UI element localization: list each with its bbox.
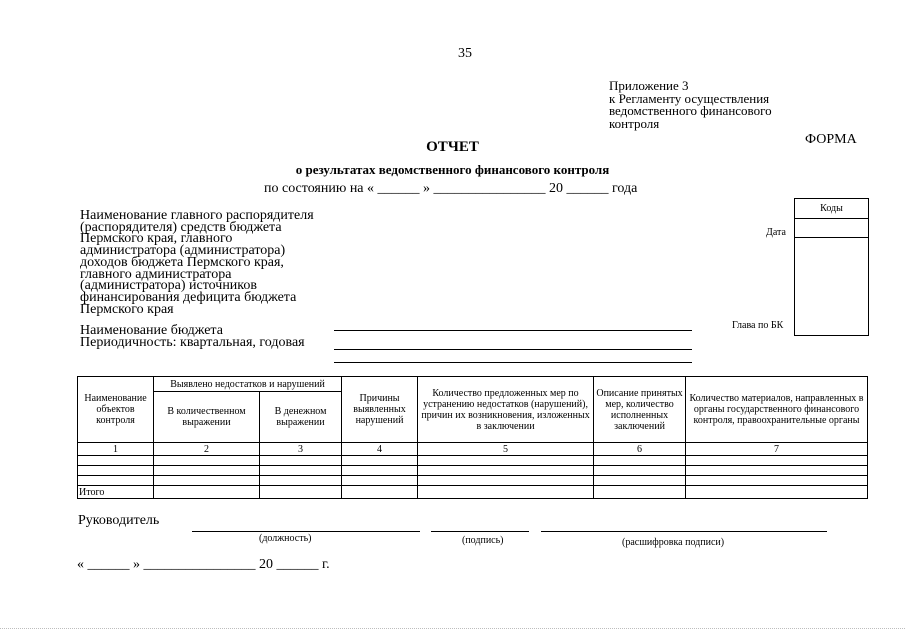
signature-label: Руководитель	[78, 513, 160, 528]
table-cell[interactable]	[260, 456, 342, 466]
decode-caption: (расшифровка подписи)	[622, 537, 725, 548]
sign-caption: (подпись)	[462, 535, 504, 546]
col-number: 3	[260, 443, 342, 456]
table-cell[interactable]	[260, 486, 342, 499]
glavny-fill-line[interactable]	[334, 330, 692, 331]
codes-box	[794, 198, 869, 336]
table-cell[interactable]	[78, 456, 154, 466]
table-cell[interactable]	[154, 486, 260, 499]
codes-date-row	[795, 237, 868, 238]
col-number: 4	[342, 443, 418, 456]
appendix-line-4: контроля	[609, 115, 660, 131]
position-caption: (должность)	[259, 533, 312, 544]
table-cell[interactable]	[154, 456, 260, 466]
budget-name-label: Наименование бюджета	[80, 323, 223, 339]
as-of-date-line: по состоянию на « ______ » ________________ 20 ______ года	[264, 181, 638, 196]
table-cell[interactable]	[594, 476, 686, 486]
table-cell[interactable]	[686, 466, 868, 476]
forma-label: ФОРМА	[805, 132, 857, 147]
table-cell[interactable]	[686, 456, 868, 466]
table-cell[interactable]	[154, 466, 260, 476]
col-number: 2	[154, 443, 260, 456]
col-header-materials: Количество материалов, направленных в органы государственного финансового контроля, правоохранительные органы	[686, 377, 868, 443]
appendix-line-1: Приложение 3	[609, 78, 689, 93]
table-cell[interactable]	[342, 476, 418, 486]
table-cell[interactable]	[342, 486, 418, 499]
decode-fill-line[interactable]	[541, 531, 827, 532]
budget-fill-line[interactable]	[334, 349, 692, 350]
col-header-money: В денежном выражении	[260, 392, 342, 443]
appendix-line-3: ведомственного финансового	[609, 103, 772, 118]
glavny-admin-label: Наименование главного распорядителя (распорядителя) средств бюджета Пермского края, главного администратора (администратора) доходов бюджета Пермского края, главного администратора (администратора) источников финансирования дефицита бюджета Пермского края	[80, 208, 314, 317]
col-number: 7	[686, 443, 868, 456]
table-cell[interactable]	[418, 476, 594, 486]
table-cell[interactable]	[418, 456, 594, 466]
appendix-line-2: к Регламенту осуществления	[609, 90, 770, 106]
table-row[interactable]	[78, 466, 868, 476]
table-cell[interactable]	[686, 476, 868, 486]
col-header-reasons: Причины выявленных нарушений	[342, 377, 418, 443]
table-cell[interactable]	[594, 466, 686, 476]
report-table	[77, 376, 868, 499]
col-header-objects: Наименование объектов контроля	[78, 377, 154, 443]
table-cell[interactable]	[78, 466, 154, 476]
table-row-numbers	[78, 443, 868, 456]
total-label: Итого	[78, 486, 154, 499]
col-number: 1	[78, 443, 154, 456]
col-number: 5	[418, 443, 594, 456]
table-cell[interactable]	[154, 476, 260, 486]
col-header-measures: Количество предложенных мер по устранению недостатков (нарушений), причин их возникновения, изложенных в заключении	[418, 377, 594, 443]
table-cell[interactable]	[686, 486, 868, 499]
table-cell[interactable]	[418, 486, 594, 499]
table-cell[interactable]	[260, 466, 342, 476]
position-fill-line[interactable]	[192, 531, 420, 532]
glava-bk-label: Глава по БК	[732, 320, 784, 331]
signature-date-line: « ______ » ________________ 20 ______ г.	[77, 557, 330, 572]
codes-header: Коды	[795, 199, 868, 219]
table-row-total	[78, 486, 868, 499]
table-cell[interactable]	[342, 466, 418, 476]
periodicity-label: Периодичность: квартальная, годовая	[80, 335, 305, 351]
table-row[interactable]	[78, 456, 868, 466]
col-group-revealed: Выявлено недостатков и нарушений	[154, 377, 342, 392]
page-number: 35	[458, 46, 472, 61]
table-row[interactable]	[78, 476, 868, 486]
table-cell[interactable]	[342, 456, 418, 466]
left-labels	[80, 210, 330, 349]
table-cell[interactable]	[260, 476, 342, 486]
period-fill-line[interactable]	[334, 362, 692, 363]
table-cell[interactable]	[594, 456, 686, 466]
table-header-row-1	[78, 377, 868, 392]
appendix-note	[609, 80, 819, 130]
col-header-quantity: В количественном выражении	[154, 392, 260, 443]
col-number: 6	[594, 443, 686, 456]
report-title: ОТЧЕТ	[426, 139, 479, 155]
table-cell[interactable]	[418, 466, 594, 476]
table-cell[interactable]	[78, 476, 154, 486]
report-subtitle: о результатах ведомственного финансового контроля	[295, 162, 610, 177]
sign-fill-line[interactable]	[431, 531, 529, 532]
col-header-description: Описание принятых мер, количество исполненных заключений	[594, 377, 686, 443]
date-label: Дата	[766, 227, 786, 238]
table-cell[interactable]	[594, 486, 686, 499]
scan-edge-artifact	[0, 628, 905, 629]
